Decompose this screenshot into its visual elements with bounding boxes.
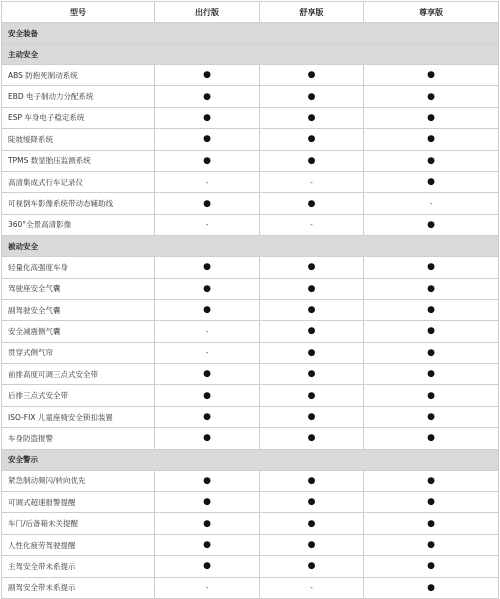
table-row xyxy=(2,470,499,491)
section-row xyxy=(2,449,499,470)
feature-value: ● xyxy=(155,299,260,320)
feature-name: 人性化疲劳驾驶提醒 xyxy=(2,534,155,555)
table-row xyxy=(2,556,499,577)
feature-value: ● xyxy=(364,492,499,513)
feature-value: ● xyxy=(155,278,260,299)
feature-value: ● xyxy=(260,150,364,171)
table-row xyxy=(2,406,499,427)
feature-name: TPMS 数显胎压监测系统 xyxy=(2,150,155,171)
feature-name: 主驾安全带未系提示 xyxy=(2,556,155,577)
feature-value: ● xyxy=(364,513,499,534)
table-row xyxy=(2,342,499,363)
feature-value: ● xyxy=(364,86,499,107)
table-row xyxy=(2,257,499,278)
feature-value: - xyxy=(155,321,260,342)
feature-value: ● xyxy=(155,65,260,86)
feature-value: ● xyxy=(364,65,499,86)
feature-value: ● xyxy=(364,342,499,363)
header-model: 型号 xyxy=(2,2,155,23)
feature-value: ● xyxy=(260,470,364,491)
header-version-3: 尊享版 xyxy=(364,2,499,23)
spec-table xyxy=(1,1,499,599)
feature-value: - xyxy=(364,193,499,214)
feature-value: ● xyxy=(364,556,499,577)
feature-value: ● xyxy=(364,171,499,192)
table-row xyxy=(2,278,499,299)
feature-value: - xyxy=(260,171,364,192)
feature-value: ● xyxy=(260,278,364,299)
feature-value: ● xyxy=(155,193,260,214)
feature-value: ● xyxy=(260,534,364,555)
feature-value: ● xyxy=(155,364,260,385)
feature-value: ● xyxy=(364,364,499,385)
feature-value: ● xyxy=(155,406,260,427)
section-row xyxy=(2,23,499,44)
feature-value: ● xyxy=(260,406,364,427)
feature-value: ● xyxy=(155,470,260,491)
section-title: 主动安全 xyxy=(2,44,499,65)
feature-value: ● xyxy=(260,342,364,363)
feature-value: ● xyxy=(260,385,364,406)
feature-value: ● xyxy=(260,513,364,534)
feature-value: - xyxy=(155,171,260,192)
section-title: 安全警示 xyxy=(2,449,499,470)
table-row xyxy=(2,86,499,107)
table-row xyxy=(2,129,499,150)
table-row xyxy=(2,214,499,235)
feature-value: ● xyxy=(260,556,364,577)
feature-value: ● xyxy=(364,470,499,491)
feature-value: ● xyxy=(260,129,364,150)
feature-value: ● xyxy=(364,214,499,235)
table-row xyxy=(2,492,499,513)
feature-value: ● xyxy=(364,257,499,278)
table-row xyxy=(2,321,499,342)
feature-value: ● xyxy=(364,321,499,342)
feature-value: ● xyxy=(260,321,364,342)
table-row xyxy=(2,171,499,192)
feature-value: ● xyxy=(364,534,499,555)
feature-value: - xyxy=(260,214,364,235)
feature-name: 陡坡缓降系统 xyxy=(2,129,155,150)
feature-value: ● xyxy=(260,107,364,128)
table-row xyxy=(2,193,499,214)
feature-value: ● xyxy=(155,385,260,406)
header-version-1: 出行版 xyxy=(155,2,260,23)
feature-value: ● xyxy=(155,257,260,278)
table-row xyxy=(2,428,499,449)
section-row xyxy=(2,236,499,257)
feature-name: 前排高度可调三点式安全带 xyxy=(2,364,155,385)
feature-value: - xyxy=(155,342,260,363)
feature-value: ● xyxy=(155,492,260,513)
feature-name: 驾驶座安全气囊 xyxy=(2,278,155,299)
feature-value: ● xyxy=(364,577,499,598)
feature-name: 紧急制动频闪/转向优先 xyxy=(2,470,155,491)
feature-value: ● xyxy=(155,86,260,107)
feature-value: ● xyxy=(260,257,364,278)
feature-name: 后排三点式安全带 xyxy=(2,385,155,406)
feature-value: - xyxy=(260,577,364,598)
section-title: 被动安全 xyxy=(2,236,499,257)
table-row xyxy=(2,364,499,385)
feature-name: 高清集成式行车记录仪 xyxy=(2,171,155,192)
feature-name: 副驾安全带未系提示 xyxy=(2,577,155,598)
feature-value: ● xyxy=(260,364,364,385)
feature-name: ABS 防抱死制动系统 xyxy=(2,65,155,86)
header-version-2: 舒享版 xyxy=(260,2,364,23)
feature-value: ● xyxy=(364,299,499,320)
feature-value: ● xyxy=(155,556,260,577)
feature-name: 可调式超速报警提醒 xyxy=(2,492,155,513)
feature-value: - xyxy=(155,214,260,235)
table-row xyxy=(2,107,499,128)
feature-name: 可视倒车影像系统带动态辅助线 xyxy=(2,193,155,214)
feature-name: 车身防盗报警 xyxy=(2,428,155,449)
feature-name: 安全减震侧气囊 xyxy=(2,321,155,342)
feature-value: ● xyxy=(364,150,499,171)
table-row xyxy=(2,150,499,171)
feature-value: ● xyxy=(155,150,260,171)
table-row xyxy=(2,385,499,406)
feature-value: - xyxy=(155,577,260,598)
feature-name: 副驾驶安全气囊 xyxy=(2,299,155,320)
feature-value: ● xyxy=(155,534,260,555)
feature-value: ● xyxy=(260,86,364,107)
feature-name: 360°全景高清影像 xyxy=(2,214,155,235)
feature-value: ● xyxy=(364,107,499,128)
table-row xyxy=(2,65,499,86)
feature-value: ● xyxy=(260,299,364,320)
feature-value: ● xyxy=(260,65,364,86)
feature-name: 车门/后备箱未关提醒 xyxy=(2,513,155,534)
feature-value: ● xyxy=(364,406,499,427)
header-row xyxy=(2,2,499,23)
table-row xyxy=(2,513,499,534)
feature-value: ● xyxy=(155,107,260,128)
feature-value: ● xyxy=(260,193,364,214)
feature-value: ● xyxy=(155,129,260,150)
feature-name: ISO-FIX 儿童座椅安全锁扣装置 xyxy=(2,406,155,427)
feature-name: EBD 电子制动力分配系统 xyxy=(2,86,155,107)
feature-name: 轻量化高强度车身 xyxy=(2,257,155,278)
feature-value: ● xyxy=(364,385,499,406)
feature-value: ● xyxy=(260,492,364,513)
feature-name: 贯穿式侧气帘 xyxy=(2,342,155,363)
feature-value: ● xyxy=(155,428,260,449)
section-row xyxy=(2,44,499,65)
feature-name: ESP 车身电子稳定系统 xyxy=(2,107,155,128)
table-row xyxy=(2,577,499,598)
table-row xyxy=(2,534,499,555)
table-row xyxy=(2,299,499,320)
feature-value: ● xyxy=(364,129,499,150)
feature-value: ● xyxy=(155,513,260,534)
feature-value: ● xyxy=(364,278,499,299)
feature-value: ● xyxy=(364,428,499,449)
section-title: 安全装备 xyxy=(2,23,499,44)
feature-value: ● xyxy=(260,428,364,449)
